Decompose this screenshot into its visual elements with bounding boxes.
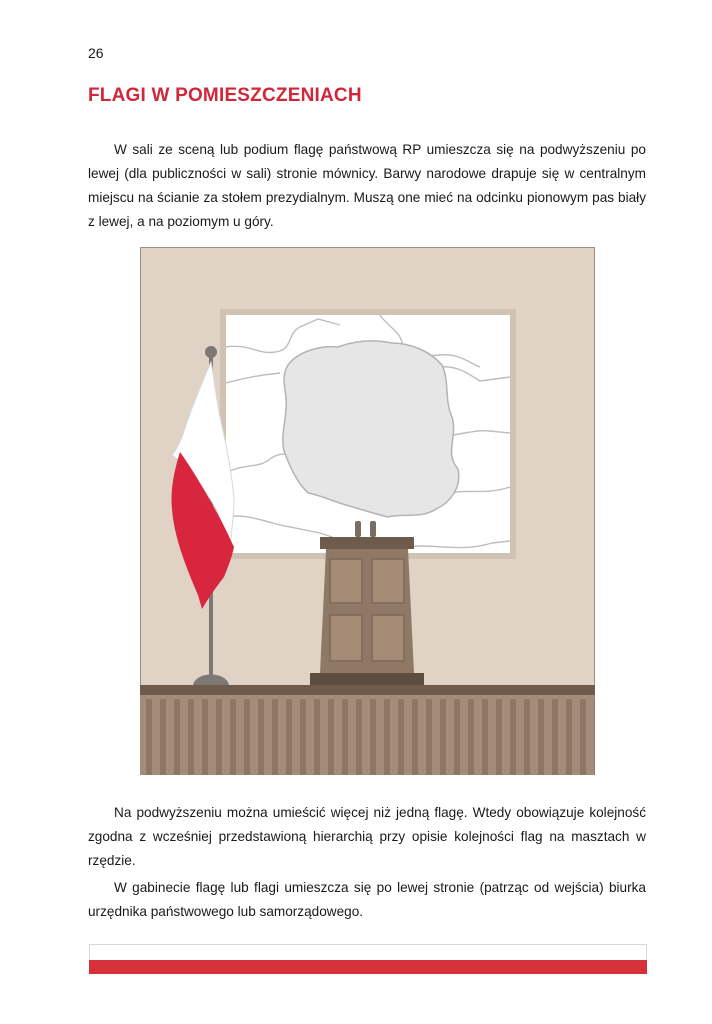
paragraph: W sali ze sceną lub podium flagę państwową RP umieszcza się na podwyższeniu po lewej (dla publiczności w sali) stronie mównicy. Barwy narodowe drapuje się w centralnym miejscu na ścianie za stołem prezydialnym. Muszą one mieć na odcinku pionowym pas biały z lewej, a na poziomym u góry.	[88, 142, 646, 229]
poland-map	[283, 341, 459, 517]
stage-top	[140, 685, 595, 695]
podium-panel	[330, 559, 362, 603]
stage-stripe	[286, 699, 292, 775]
stage-stripe	[538, 699, 544, 775]
stage-stripe	[244, 699, 250, 775]
stage-stripe	[524, 699, 530, 775]
stage	[140, 685, 595, 775]
podium-panel	[372, 559, 404, 603]
stage-stripe	[566, 699, 572, 775]
stage-stripe	[188, 699, 194, 775]
podium-panel	[372, 615, 404, 661]
podium-panel	[330, 615, 362, 661]
stage-stripe	[440, 699, 446, 775]
podium	[310, 521, 424, 685]
stage-stripe	[580, 699, 586, 775]
stage-stripe	[370, 699, 376, 775]
stage-stripe	[496, 699, 502, 775]
stage-stripe	[174, 699, 180, 775]
stage-stripe	[328, 699, 334, 775]
page-number: 26	[88, 45, 104, 61]
stage-stripe	[258, 699, 264, 775]
stage-stripe	[482, 699, 488, 775]
footer-red-stripe	[89, 960, 647, 974]
podium-base	[310, 673, 424, 685]
stage-stripe	[412, 699, 418, 775]
wall-map	[220, 309, 516, 559]
microphone-right	[370, 521, 376, 537]
podium-top	[320, 537, 414, 549]
stage-stripe	[202, 699, 208, 775]
stage-stripe	[146, 699, 152, 775]
flag-placement-illustration	[140, 247, 595, 775]
stage-stripe	[272, 699, 278, 775]
stage-stripe	[454, 699, 460, 775]
stage-stripe	[384, 699, 390, 775]
paragraph: Na podwyższeniu można umieścić więcej niż jedną flagę. Wtedy obowiązuje kolejność zgodna z wcześniej przedstawioną hierarchią przy opisie kolejności flag na masztach w rzędzie.	[88, 805, 646, 868]
page-title: FLAGI W POMIESZCZENIACH	[88, 85, 362, 106]
footer-band-white-red	[89, 944, 647, 974]
stage-stripe	[468, 699, 474, 775]
stage-stripe	[426, 699, 432, 775]
pole-finial	[205, 346, 217, 358]
stage-stripe	[230, 699, 236, 775]
paragraph: W gabinecie flagę lub flagi umieszcza się po lewej stronie (patrząc od wejścia) biurka urzędnika państwowego lub samorządowego.	[88, 880, 646, 919]
stage-stripe	[160, 699, 166, 775]
footer-white-stripe	[89, 944, 647, 960]
stage-stripe	[216, 699, 222, 775]
stage-stripe	[552, 699, 558, 775]
stage-stripe	[594, 699, 595, 775]
stage-stripe	[314, 699, 320, 775]
stage-stripe	[356, 699, 362, 775]
stage-stripe	[398, 699, 404, 775]
stage-stripe	[342, 699, 348, 775]
stage-stripe	[510, 699, 516, 775]
stage-stripe	[300, 699, 306, 775]
microphone-left	[355, 521, 361, 537]
